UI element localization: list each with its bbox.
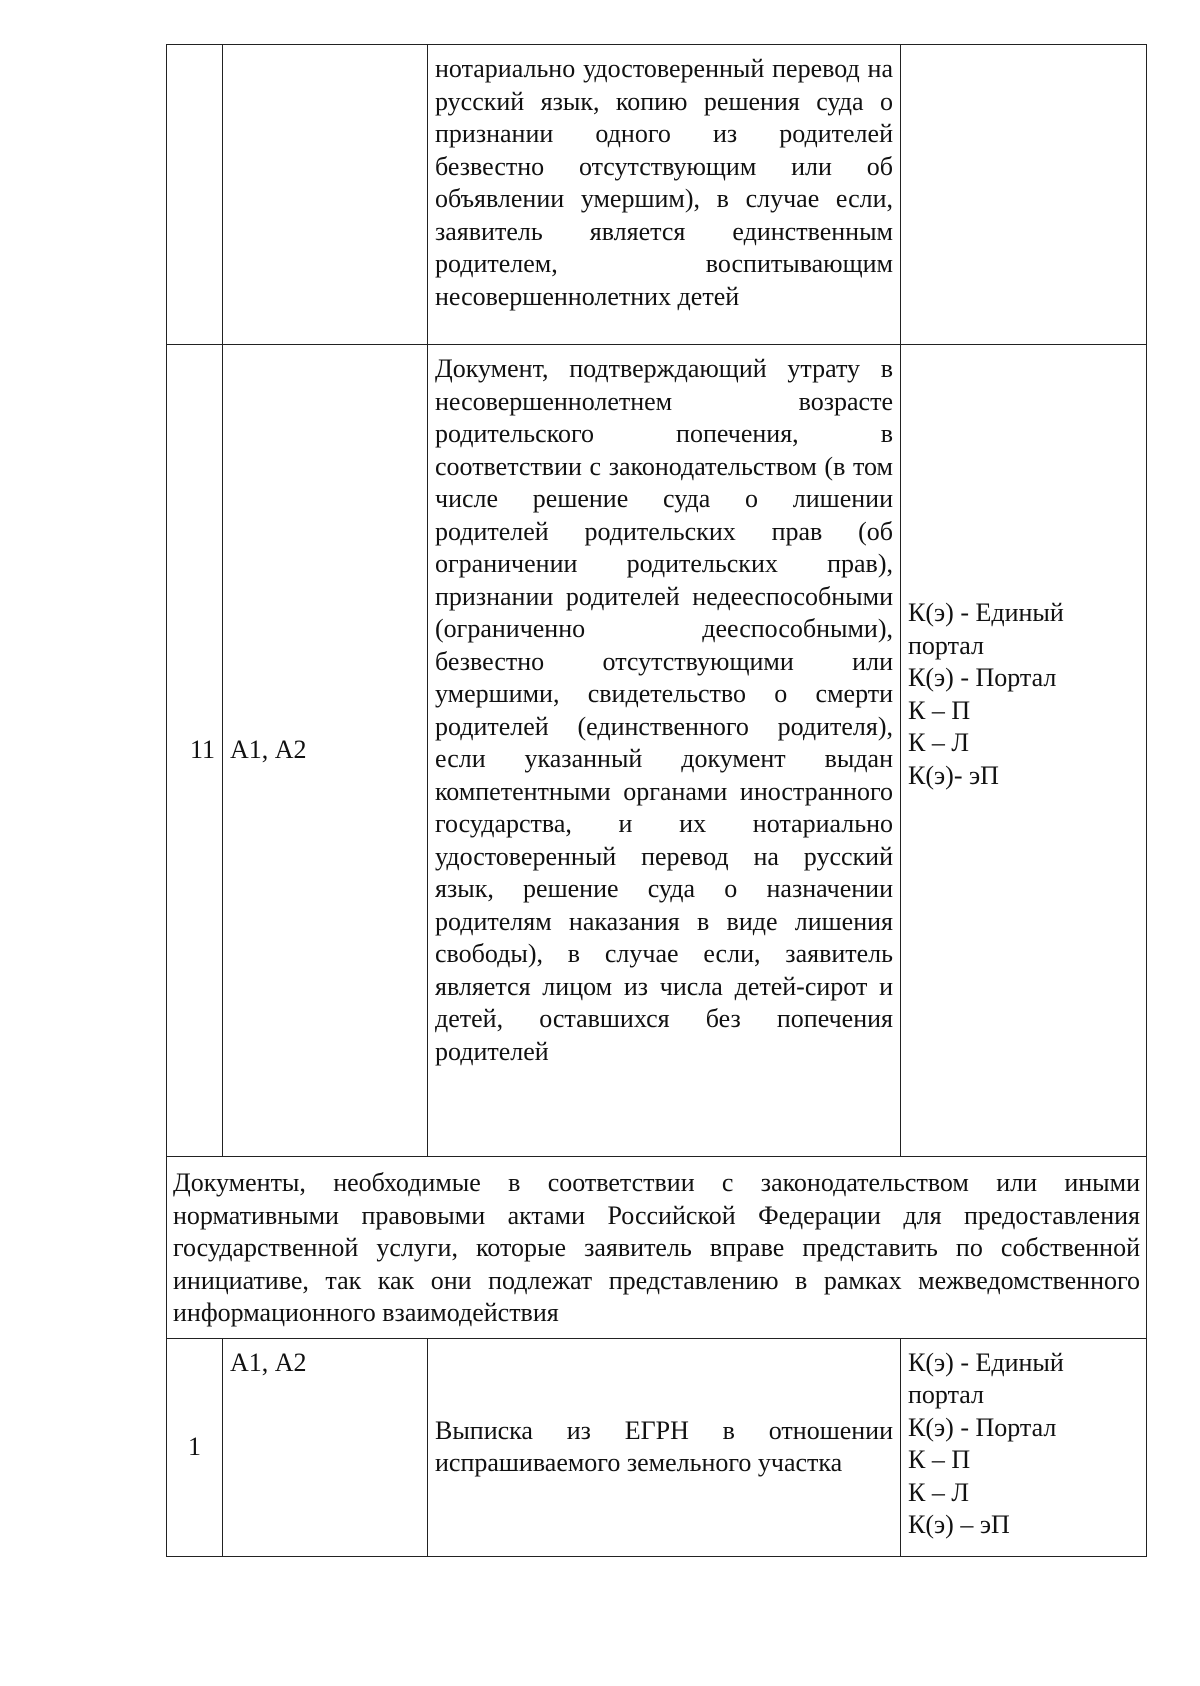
submission-method: К(э) – эП (908, 1510, 1010, 1539)
submission-method: К(э) - Портал (908, 1412, 1057, 1442)
section-heading-row (167, 1157, 1147, 1339)
documents-table (166, 44, 1147, 1557)
row-number-cell (167, 1338, 223, 1556)
document-cell (428, 345, 901, 1157)
submission-method: К(э)- эП (908, 760, 999, 790)
table-row (167, 45, 1147, 345)
table-row (167, 345, 1147, 1157)
submission-method: К(э) - Единый портал (908, 598, 1064, 660)
section-heading: Документы, необходимые в соответствии с законодательством или иными нормативными правовыми актами Российской Федерации для предоставления государственной услуги, которые заявитель вправе представить по собственной инициативе, так как они подлежат представлению в рамках межведомственного информационного взаимодействия (173, 1168, 1140, 1327)
submission-method: К(э) - Портал (908, 663, 1057, 692)
row-number: 1 (188, 1431, 201, 1461)
submission-method: К – Л (908, 1477, 969, 1507)
section-heading-cell (167, 1157, 1147, 1339)
submission-method: К – П (908, 1445, 971, 1474)
document-description: нотариально удостоверенный перевод на русский язык, копию решения суда о признании одного из родителей безвестно отсутствующим или об объявлении умершим), в случае если, заявитель является единственным родителем, воспитывающим несовершеннолетних детей (435, 54, 893, 311)
submission-cell (901, 45, 1147, 345)
submission-method: К(э) - Единый портал (908, 1347, 1064, 1409)
applicants: А1, А2 (230, 1347, 307, 1377)
applicants: А1, А2 (230, 735, 307, 765)
applicants-cell (223, 45, 428, 345)
document-description: Выписка из ЕГРН в отношении испрашиваемого земельного участка (435, 1415, 893, 1477)
submission-method: К – Л (908, 728, 969, 757)
row-number: 11 (189, 735, 215, 765)
applicants-cell (223, 345, 428, 1157)
table-row (167, 1338, 1147, 1556)
submission-cell (901, 1338, 1147, 1556)
row-number-cell (167, 345, 223, 1157)
document-cell (428, 1338, 901, 1556)
document-description: Документ, подтверждающий утрату в несовершеннолетнем возрасте родительского попечения, в соответствии с законодательством (в том числе решение суда о лишении родителей родительских прав (об ограничении родительских прав), признании родителей недееспособными (ограниченно дееспособными), безвестно отсутствующими или умершими, свидетельство о смерти родителей (единственного родителя), если указанный документ выдан компетентными органами иностранного государства, и их нотариально удостоверенный перевод на русский язык, решение суда о назначении родителям наказания в виде лишения свободы), в случае если, заявитель является лицом из числа детей-сирот и детей, оставшихся без попечения родителей (435, 354, 893, 1066)
submission-cell (901, 345, 1147, 1157)
applicants-cell (223, 1338, 428, 1556)
row-number-cell (167, 45, 223, 345)
submission-method: К – П (908, 695, 971, 725)
document-cell (428, 45, 901, 345)
